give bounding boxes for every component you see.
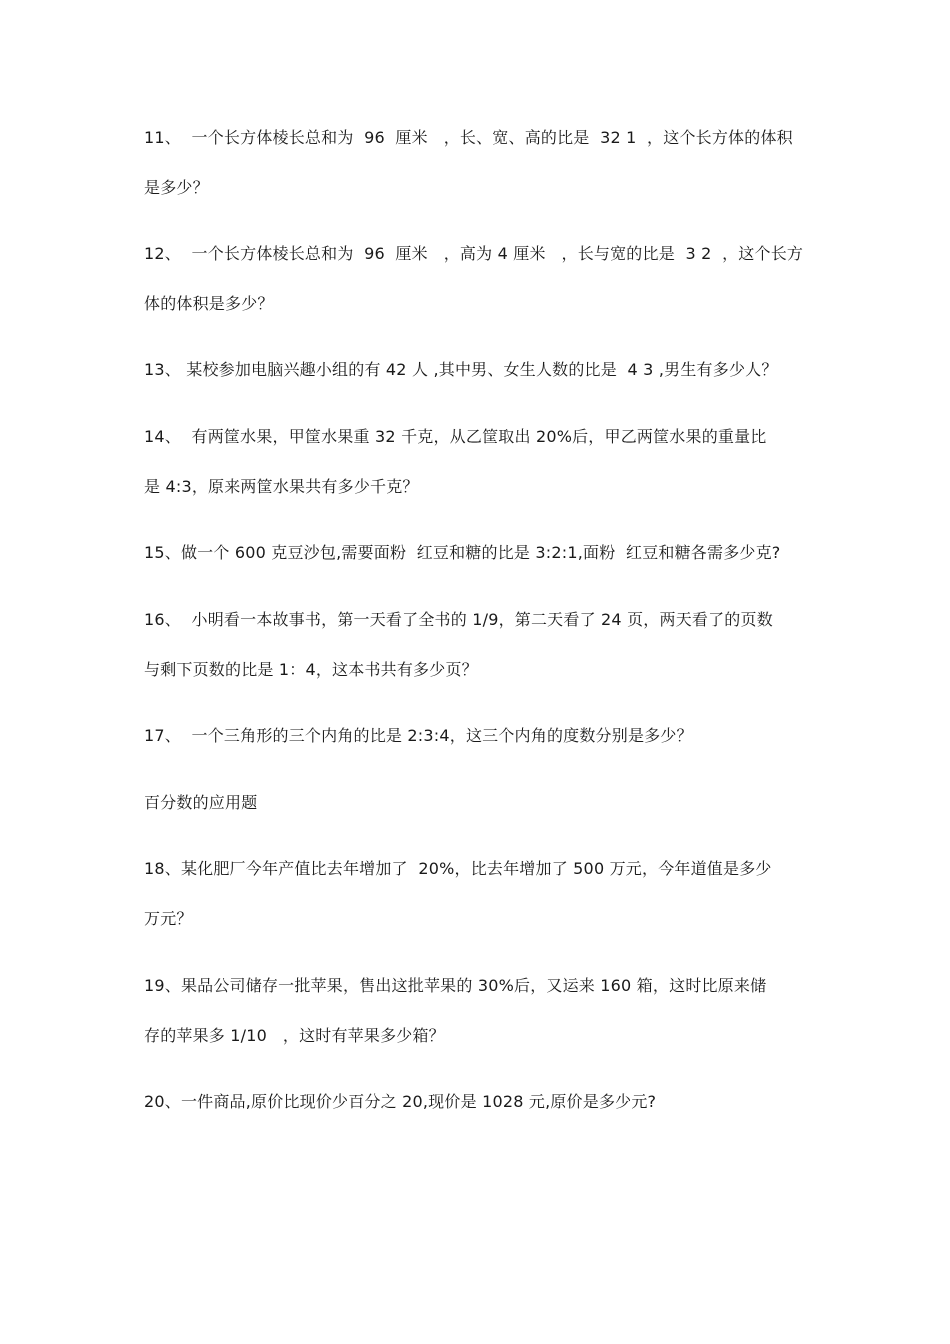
problem-14-line-2: 是 4:3，原来两筐水果共有多少千克？ (144, 477, 419, 496)
problem-16-line-1: 16、 小明看一本故事书，第一天看了全书的 1/9，第二天看了 24 页，两天看了的页数 (144, 610, 773, 629)
problem-19-line-1: 19、果品公司储存一批苹果，售出这批苹果的 30%后，又运来 160 箱，这时比原来储 (144, 976, 767, 995)
problem-16-line-2: 与剩下页数的比是 1：4，这本书共有多少页？ (144, 660, 478, 679)
problem-18-line-1: 18、某化肥厂今年产值比去年增加了 20%，比去年增加了 500 万元，今年道值是多少 (144, 859, 772, 878)
problem-17-line-1: 17、 一个三角形的三个内角的比是 2:3:4，这三个内角的度数分别是多少？ (144, 726, 693, 745)
problem-11-line-1: 11、 一个长方体棱长总和为 96 厘米 ，长、宽、高的比是 32 1 ，这个长方体的体积 (144, 128, 793, 147)
problem-12-line-1: 12、 一个长方体棱长总和为 96 厘米 ，高为 4 厘米 ，长与宽的比是 3 2 ，这个长方 (144, 244, 804, 263)
problem-20-line-1: 20、一件商品,原价比现价少百分之 20,现价是 1028 元,原价是多少元? (144, 1092, 657, 1111)
problem-12-line-2: 体的体积是多少？ (144, 294, 274, 313)
problem-15-line-1: 15、做一个 600 克豆沙包,需要面粉 红豆和糖的比是 3:2:1,面粉 红豆和糖各需多少克? (144, 543, 781, 562)
problem-18-line-2: 万元？ (144, 909, 193, 928)
problem-11-line-2: 是多少？ (144, 178, 209, 197)
section-heading: 百分数的应用题 (144, 793, 258, 812)
problem-14-line-1: 14、 有两筐水果，甲筐水果重 32 千克，从乙筐取出 20%后，甲乙两筐水果的重量比 (144, 427, 767, 446)
problem-13-line-1: 13、 某校参加电脑兴趣小组的有 42 人 ,其中男、女生人数的比是 4 3 ,男生有多少人？ (144, 360, 778, 379)
problem-19-line-2: 存的苹果多 1/10 ，这时有苹果多少箱？ (144, 1026, 445, 1045)
